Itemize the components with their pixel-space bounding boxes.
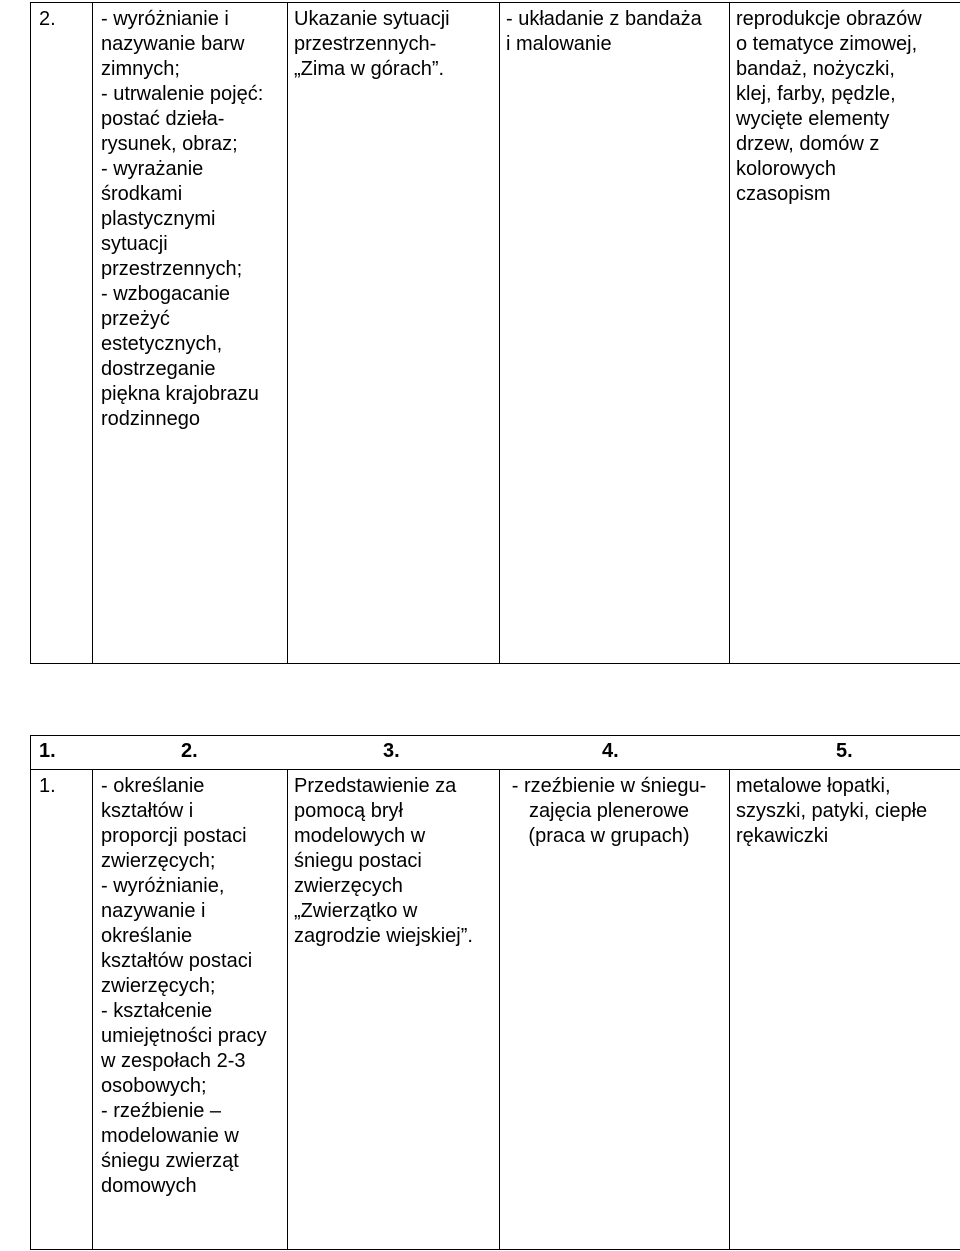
topic-text: Przedstawienie za pomocą brył modelowych w śniegu postaci zwierzęcych „Zwierzątko w zagrodzie wiejskiej”.	[294, 775, 473, 947]
lesson-table-bottom	[30, 735, 960, 1250]
objectives-text: - wyróżnianie i nazywanie barw zimnych; - utrwalenie pojęć: postać dzieła- rysunek, obraz; - wyrażanie środkami plastycznymi sytuacji przestrzennych; - wzbogacanie przeżyć estetycznych, dostrzeganie piękna krajobrazu rodzinnego	[101, 8, 264, 430]
methods-cell	[500, 770, 730, 1250]
table-header-row	[31, 736, 960, 770]
materials-text: reprodukcje obrazów o tematyce zimowej, bandaż, nożyczki, klej, farby, pędzle, wycięte elementy drzew, domów z kolorowych czasopism	[736, 8, 922, 205]
materials-cell	[730, 770, 960, 1250]
objectives-cell	[93, 770, 288, 1250]
column-header-3: 3.	[383, 740, 400, 762]
table-row	[31, 3, 960, 664]
methods-cell	[500, 3, 730, 664]
objectives-cell	[93, 3, 288, 664]
lesson-table-top	[30, 2, 960, 664]
objectives-text: - określanie kształtów i proporcji postaci zwierzęcych; - wyróżnianie, nazywanie i określanie kształtów postaci zwierzęcych; - kształcenie umiejętności pracy w zespołach 2-3 osobowych; - rzeźbienie – modelowanie w śniegu zwierząt domowych	[101, 775, 267, 1197]
column-header-2: 2.	[181, 740, 198, 762]
column-header-4: 4.	[602, 740, 619, 762]
row-number: 1.	[39, 775, 56, 797]
topic-cell	[288, 3, 500, 664]
row-number-cell	[31, 770, 93, 1250]
column-header-5: 5.	[836, 740, 853, 762]
row-number: 2.	[39, 8, 56, 30]
methods-text: - rzeźbienie w śniegu- zajęcia plenerowe (praca w grupach)	[511, 775, 707, 847]
row-number-cell	[31, 3, 93, 664]
materials-cell	[730, 3, 960, 664]
column-header-1: 1.	[39, 740, 56, 762]
materials-text: metalowe łopatki, szyszki, patyki, ciepłe rękawiczki	[736, 775, 928, 847]
topic-cell	[288, 770, 500, 1250]
column-numbers-cell	[31, 736, 960, 770]
topic-text: Ukazanie sytuacji przestrzennych- „Zima w górach”.	[294, 8, 450, 80]
methods-text: - układanie z bandaża i malowanie	[506, 8, 702, 55]
table-row	[31, 770, 960, 1250]
